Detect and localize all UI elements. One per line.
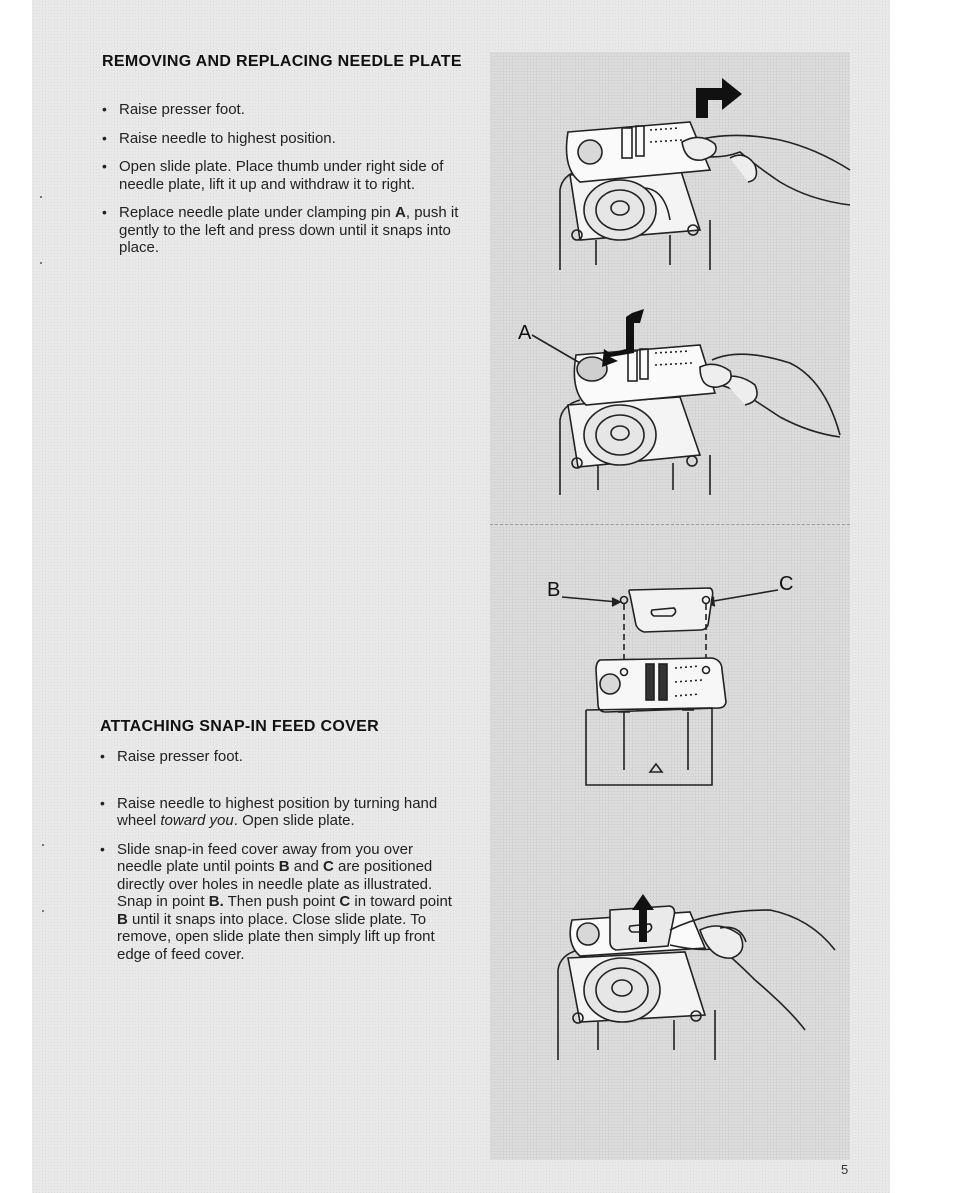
list-item: • Raise presser foot. [102,101,464,119]
list-item: • Raise needle to highest position. [102,130,464,148]
list-item: • Replace needle plate under clamping pin A, push it gently to the left and press down until it snaps into place. [102,204,464,257]
label-point-b: B [547,579,561,601]
figure-replace-needle-plate [540,305,850,500]
list-item: • Slide snap-in feed cover away from you over needle plate until points B and C are positioned directly over holes in needle plate as illustrated. Snap in point B. Then push point C in toward point B until it snaps into place. Close slide plate. To remove, open slide plate then simply lift up front edge of feed cover. [100,841,462,964]
figure-remove-needle-plate [550,70,850,285]
scan-speck [40,196,42,198]
label-clamping-pin-a: A [518,322,532,344]
list-item: • Raise presser foot. [100,748,462,766]
instruction-list-needle-plate [102,101,464,268]
label-point-c: C [779,573,794,595]
scan-speck [42,844,44,846]
instruction-list-feed-cover [100,748,462,963]
section-title-removing-needle-plate: REMOVING AND REPLACING NEEDLE PLATE [102,53,462,70]
figure-feed-cover-alignment [560,580,820,795]
panel-divider [490,524,850,525]
scan-speck [40,262,42,264]
list-item: • Raise needle to highest position by turning hand wheel toward you. Open slide plate. [100,795,462,830]
scan-speck [42,910,44,912]
section-title-attaching-feed-cover: ATTACHING SNAP-IN FEED COVER [100,718,379,735]
list-item: • Open slide plate. Place thumb under right side of needle plate, lift it up and withdraw it to right. [102,158,464,193]
page-number: 5 [841,1162,849,1177]
figure-remove-feed-cover [550,890,850,1065]
